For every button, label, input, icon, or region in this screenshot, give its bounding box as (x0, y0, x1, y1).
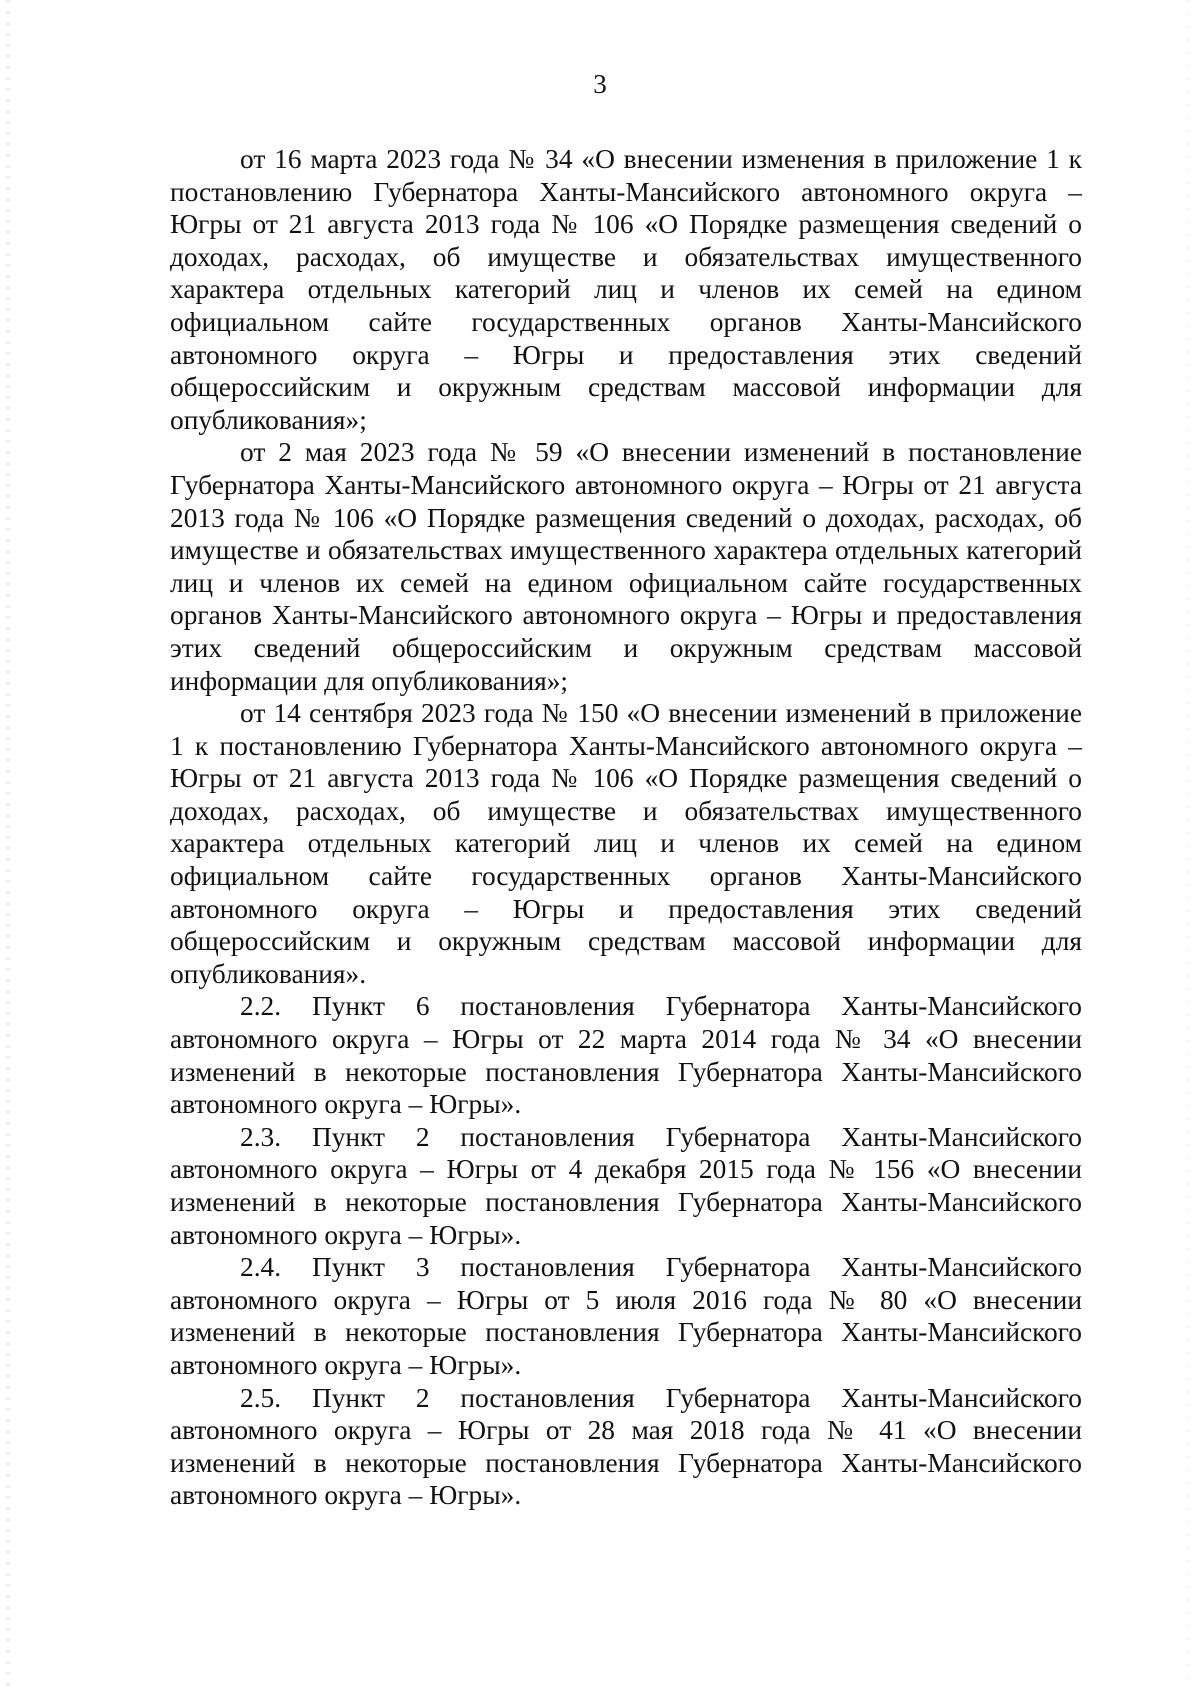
paragraph-clause-2-5: 2.5. Пункт 2 постановления Губернатора Ханты-Мансийского автономного округа – Югры от 28 мая 2018 года № 41 «О внесении изменений в некоторые постановления Губернатора Ханты-Мансийского автономного округа – Югры». (170, 1382, 1082, 1511)
document-body (170, 143, 1082, 1512)
paragraph-clause-2-2: 2.2. Пункт 6 постановления Губернатора Ханты-Мансийского автономного округа – Югры от 22 марта 2014 года № 34 «О внесении изменений в некоторые постановления Губернатора Ханты-Мансийского автономного округа – Югры». (170, 991, 1082, 1120)
scan-edge-right (1187, 0, 1190, 1686)
scan-edge-left (6, 0, 10, 1686)
paragraph-resolution-34: от 16 марта 2023 года № 34 «О внесении изменения в приложение 1 к постановлению Губернатора Ханты-Мансийского автономного округа – Югры от 21 августа 2013 года № 106 «О Порядке размещения сведений о доходах, расходах, об имуществе и обязательствах имущественного характера отдельных категорий лиц и членов их семей на едином официальном сайте государственных органов Ханты-Мансийского автономного округа – Югры и предоставления этих сведений общероссийским и окружным средствам массовой информации для опубликования»; (170, 144, 1082, 435)
paragraph-resolution-59: от 2 мая 2023 года № 59 «О внесении изменений в постановление Губернатора Ханты-Мансийского автономного округа – Югры от 21 августа 2013 года № 106 «О Порядке размещения сведений о доходах, расходах, об имуществе и обязательствах имущественного характера отдельных категорий лиц и членов их семей на едином официальном сайте государственных органов Ханты-Мансийского автономного округа – Югры и предоставления этих сведений общероссийским и окружным средствам массовой информации для опубликования»; (170, 437, 1082, 696)
paragraph-resolution-150: от 14 сентября 2023 года № 150 «О внесении изменений в приложение 1 к постановлению Губернатора Ханты-Мансийского автономного округа – Югры от 21 августа 2013 года № 106 «О Порядке размещения сведений о доходах, расходах, об имуществе и обязательствах имущественного характера отдельных категорий лиц и членов их семей на едином официальном сайте государственных органов Ханты-Мансийского автономного округа – Югры и предоставления этих сведений общероссийским и окружным средствам массовой информации для опубликования». (170, 698, 1082, 989)
page-number: 3 (593, 69, 607, 99)
paragraph-clause-2-4: 2.4. Пункт 3 постановления Губернатора Ханты-Мансийского автономного округа – Югры от 5 июля 2016 года № 80 «О внесении изменений в некоторые постановления Губернатора Ханты-Мансийского автономного округа – Югры». (170, 1252, 1082, 1380)
paragraph-clause-2-3: 2.3. Пункт 2 постановления Губернатора Ханты-Мансийского автономного округа – Югры от 4 декабря 2015 года № 156 «О внесении изменений в некоторые постановления Губернатора Ханты-Мансийского автономного округа – Югры». (170, 1121, 1082, 1250)
